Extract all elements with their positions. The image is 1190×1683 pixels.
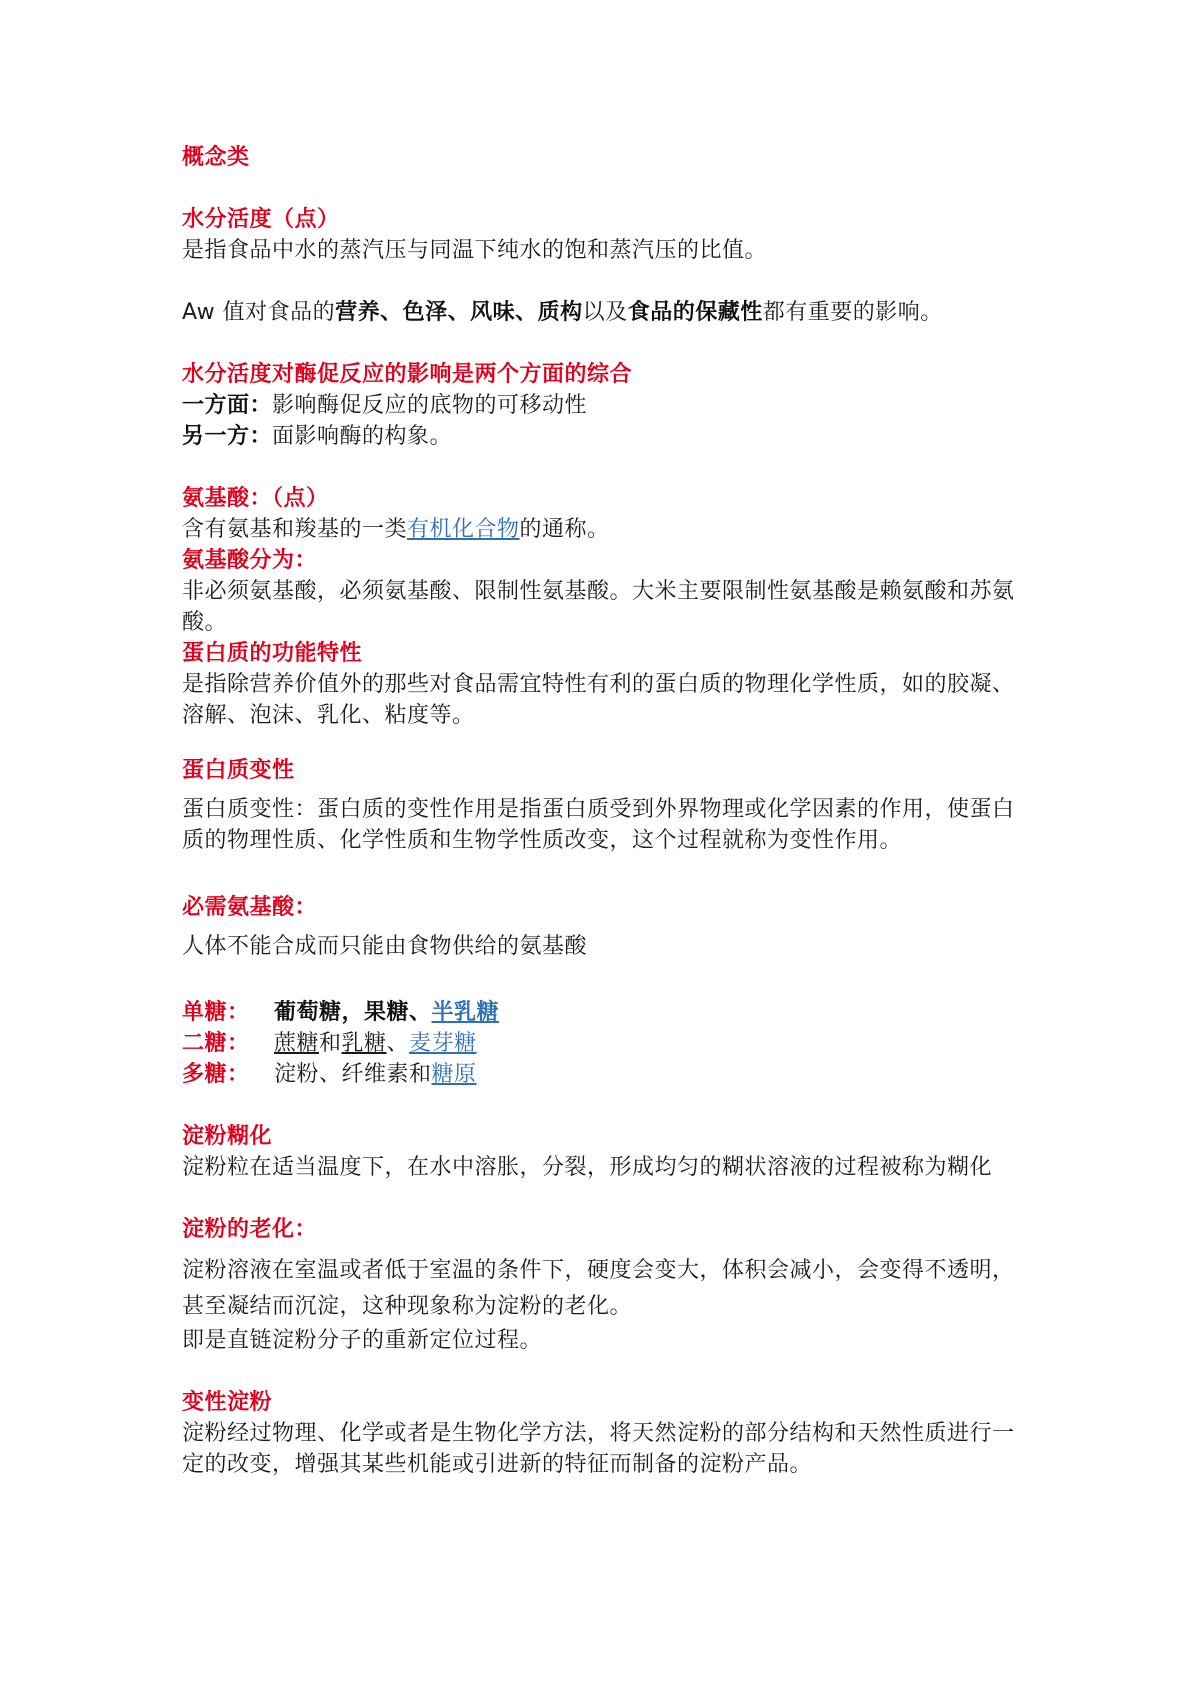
heading-water-activity: 水分活度（点） [182, 206, 340, 232]
retrogradation-note: 即是直链淀粉分子的重新定位过程。 [182, 1328, 543, 1353]
aw-bold-properties: 营养、色泽、风味、质构 [335, 299, 583, 325]
enzyme-point-2-label: 另一方： [182, 423, 273, 449]
sugar-di [182, 1028, 1022, 1059]
sugar-list [182, 997, 1022, 1090]
enzyme-point-2-text: 面影响酶的构象。 [272, 424, 453, 449]
water-activity-effect [182, 297, 1022, 328]
modified-starch-text: 淀粉经过物理、化学或者是生物化学方法，将天然淀粉的部分结构和天然性质进行一定的改变，增强其某些机能或引进新的特征而制备的淀粉产品。 [182, 1421, 1015, 1477]
aa-def-suffix: 的通称。 [519, 517, 610, 542]
sugar-poly [182, 1059, 1022, 1090]
poly-label: 多糖： [182, 1061, 250, 1087]
mono-glucose-fructose: 葡萄糖，果糖、 [274, 999, 432, 1025]
heading-retrogradation: 淀粉的老化： [182, 1216, 318, 1242]
heading-amino-acid: 氨基酸：（点） [182, 485, 329, 511]
aw-prefix: Aw 值对食品的 [182, 300, 336, 325]
di-label: 二糖： [182, 1030, 250, 1056]
heading-amino-acid-classes: 氨基酸分为： [182, 547, 318, 573]
heading-modified-starch: 变性淀粉 [182, 1389, 273, 1415]
protein-function-text: 是指除营养价值外的那些对食品需宜特性有利的蛋白质的物理化学性质，如的胶凝、溶解、泡沫、乳化、粘度等。 [182, 672, 1015, 728]
enzyme-point-2 [182, 421, 1022, 452]
aw-bold-preservation: 食品的保藏性 [627, 299, 763, 325]
poly-text: 淀粉、纤维素和 [274, 1062, 432, 1087]
protein-denaturation-text: 蛋白质变性：蛋白质的变性作用是指蛋白质受到外界物理或化学因素的作用，使蛋白质的物理性质、化学性质和生物学性质改变，这个过程就称为变性作用。 [182, 797, 1015, 853]
aw-and: 以及 [582, 300, 628, 325]
gelatinization-text: 淀粉粒在适当温度下，在水中溶胀，分裂，形成均匀的糊状溶液的过程被称为糊化 [182, 1155, 993, 1180]
sugar-mono [182, 997, 1022, 1028]
enzyme-point-1-label: 一方面： [182, 392, 273, 418]
enzyme-point-1-text: 影响酶促反应的底物的可移动性 [272, 393, 588, 418]
di-and: 和 [319, 1031, 342, 1056]
water-activity-definition: 是指食品中水的蒸汽压与同温下纯水的饱和蒸汽压的比值。 [182, 238, 768, 263]
amino-acid-definition [182, 514, 1022, 545]
sucrose: 蔗糖 [274, 1031, 320, 1056]
heading-protein-function: 蛋白质的功能特性 [182, 640, 363, 666]
di-sep: 、 [386, 1031, 410, 1056]
heading-essential-amino-acid: 必需氨基酸： [182, 894, 318, 920]
retrogradation-text: 淀粉溶液在室温或者低于室温的条件下，硬度会变大，体积会减小，会变得不透明，甚至凝结而沉淀，这种现象称为淀粉的老化。 [182, 1258, 1015, 1319]
document-body [182, 142, 1022, 1480]
galactose-link[interactable]: 半乳糖 [431, 999, 500, 1025]
enzyme-point-1 [182, 390, 1022, 421]
lactose: 乳糖 [341, 1031, 387, 1056]
heading-protein-denaturation: 蛋白质变性 [182, 757, 295, 783]
section-heading-concepts: 概念类 [182, 144, 250, 170]
heading-gelatinization: 淀粉糊化 [182, 1123, 273, 1149]
glycogen-link[interactable]: 糖原 [431, 1062, 477, 1087]
heading-enzyme-effect: 水分活度对酶促反应的影响是两个方面的综合 [182, 361, 633, 387]
organic-compound-link[interactable]: 有机化合物 [407, 517, 520, 542]
essential-amino-acid-text: 人体不能合成而只能由食物供给的氨基酸 [182, 934, 588, 959]
aa-def-prefix: 含有氨基和羧基的一类 [182, 517, 408, 542]
aw-suffix: 都有重要的影响。 [762, 300, 943, 325]
mono-label: 单糖： [182, 999, 250, 1025]
amino-acid-classes-text: 非必须氨基酸，必须氨基酸、限制性氨基酸。大米主要限制性氨基酸是赖氨酸和苏氨酸。 [182, 579, 1015, 635]
maltose-link[interactable]: 麦芽糖 [409, 1031, 477, 1056]
